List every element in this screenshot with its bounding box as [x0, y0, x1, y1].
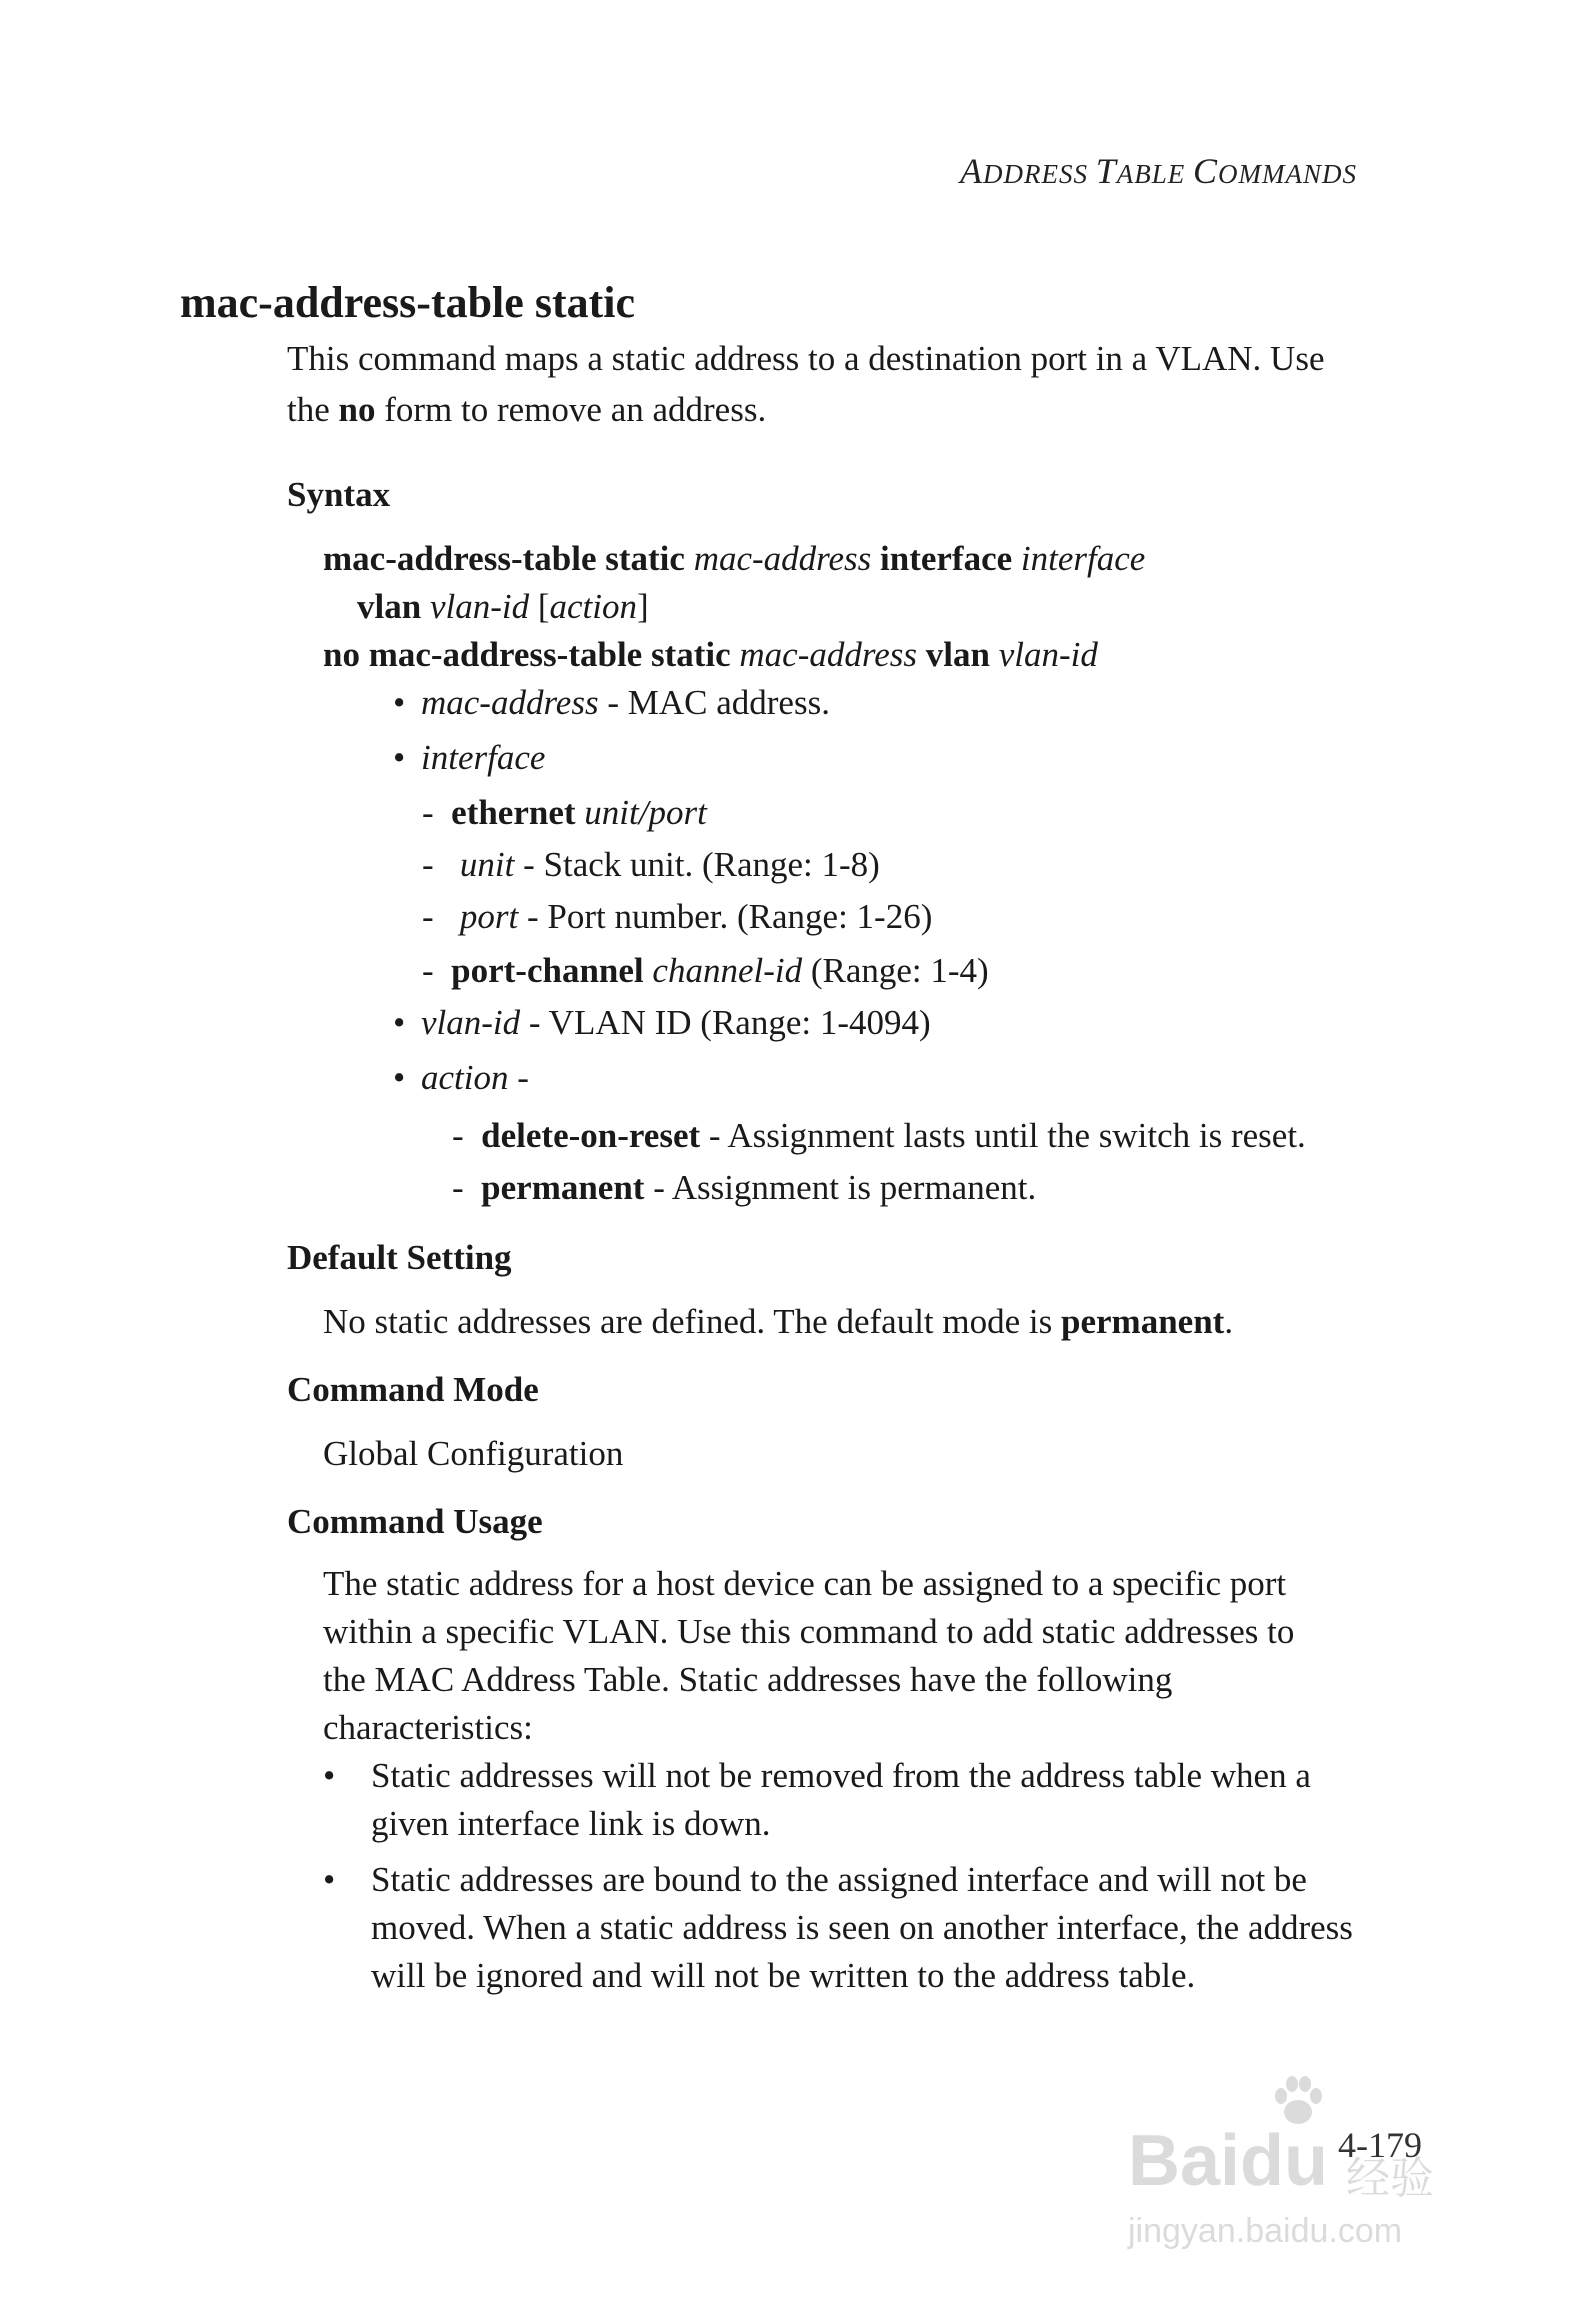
syntax-line-1: mac-address-table static mac-address interface interface — [323, 539, 1146, 578]
baidu-watermark — [1128, 2072, 1478, 2272]
watermark-brand: Baidu — [1128, 2121, 1329, 2201]
usage-bullet-1: • Static addresses will not be removed from the address table when a given interface link is down. — [323, 1756, 1311, 1843]
interface-port-channel: - port-channel channel-id (Range: 1-4) — [422, 951, 989, 990]
interface-port: - port - Port number. (Range: 1-26) — [422, 897, 933, 936]
command-title: mac-address-table static — [180, 278, 635, 327]
param-action: • action - — [393, 1058, 529, 1097]
syntax-line-3: no mac-address-table static mac-address vlan vlan-id — [323, 635, 1098, 674]
running-header: ADDRESS TABLE COMMANDS — [960, 151, 1358, 191]
default-setting-text: No static addresses are defined. The default mode is permanent. — [323, 1302, 1234, 1341]
syntax-line-2: vlan vlan-id [action] — [357, 587, 649, 626]
param-interface: • interface — [393, 738, 546, 777]
command-mode-text: Global Configuration — [323, 1434, 624, 1473]
action-delete-on-reset: - delete-on-reset - Assignment lasts until the switch is reset. — [452, 1116, 1306, 1155]
command-usage-heading: Command Usage — [287, 1502, 543, 1541]
command-mode-heading: Command Mode — [287, 1370, 539, 1409]
interface-unit: - unit - Stack unit. (Range: 1-8) — [422, 845, 880, 884]
action-permanent: - permanent - Assignment is permanent. — [452, 1168, 1037, 1207]
default-setting-heading: Default Setting — [287, 1238, 512, 1277]
command-usage-paragraph: The static address for a host device can be assigned to a specific port within a specific VLAN. Use this command to add static addresses to the MAC Address Table. Static addresses have the following characteristics: — [323, 1564, 1295, 1747]
interface-ethernet: - ethernet unit/port — [422, 793, 707, 832]
usage-bullet-2: • Static addresses are bound to the assigned interface and will not be moved. When a static address is seen on another interface, the address will be ignored and will not be written to the address table. — [323, 1860, 1353, 1995]
param-mac-address: • mac-address - MAC address. — [393, 683, 830, 722]
page-number: 4-179 — [1338, 2125, 1422, 2165]
watermark-brand-cn: 经验 — [1346, 2154, 1434, 2203]
syntax-heading: Syntax — [287, 475, 391, 514]
param-vlan-id: • vlan-id - VLAN ID (Range: 1-4094) — [393, 1003, 931, 1042]
command-description: This command maps a static address to a destination port in a VLAN. Use the no form to remove an address. — [287, 339, 1325, 429]
watermark-url: jingyan.baidu.com — [1128, 2212, 1403, 2250]
